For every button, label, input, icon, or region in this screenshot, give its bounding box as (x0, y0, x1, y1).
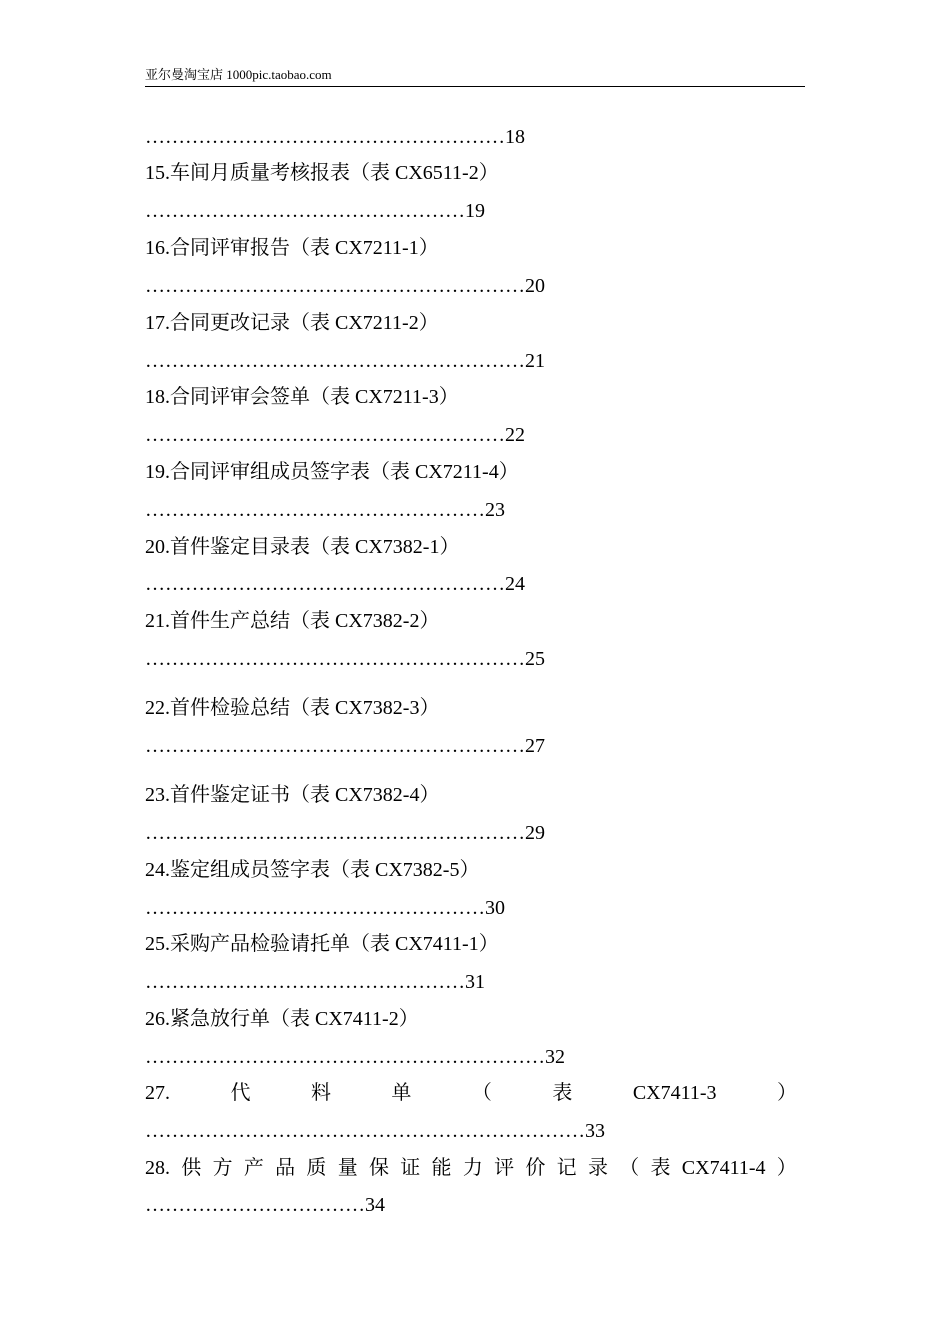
title-part: 品 (275, 1157, 296, 1179)
toc-entry-leader (145, 348, 545, 374)
toc-entry-leader (145, 1192, 385, 1218)
page-number: 21 (525, 350, 545, 372)
toc-entry-title: 21.首件生产总结（表 CX7382-2） (145, 610, 440, 632)
leader-dots: ………………………………………… (145, 200, 465, 222)
toc-entry-title: 19.合同评审组成员签字表（表 CX7211-4） (145, 461, 519, 483)
toc-entry-leader (145, 1118, 605, 1144)
title-part: 量 (337, 1157, 358, 1179)
leader-dots: ……………………………………………… (145, 126, 505, 148)
toc-entry-title: 23.首件鉴定证书（表 CX7382-4） (145, 784, 440, 806)
title-part: 供 (181, 1157, 202, 1179)
title-part: 单 (391, 1082, 412, 1104)
page-number: 32 (545, 1046, 565, 1068)
title-part: 质 (306, 1157, 327, 1179)
title-part: 保 (368, 1157, 389, 1179)
page-number: 22 (505, 424, 525, 446)
title-part: 录 (587, 1157, 608, 1179)
title-part: 记 (556, 1157, 577, 1179)
title-part: （ (471, 1082, 492, 1104)
title-part: 评 (494, 1157, 515, 1179)
title-part: CX7411-4 (681, 1157, 766, 1179)
title-part: 27. (145, 1082, 170, 1104)
toc-entry-leader (145, 124, 525, 150)
page-number: 33 (585, 1120, 605, 1142)
toc-entry-leader (145, 422, 525, 448)
title-part: （ (619, 1157, 640, 1179)
title-part: 能 (431, 1157, 452, 1179)
leader-dots: ………………………………………………… (145, 275, 525, 297)
toc-entry-leader (145, 497, 505, 523)
toc-entry-title: 22.首件检验总结（表 CX7382-3） (145, 697, 440, 719)
toc-entry-title (145, 1080, 797, 1106)
toc-entry-leader (145, 198, 485, 224)
title-part: 表 (552, 1082, 573, 1104)
leader-dots: ………………………………………………… (145, 350, 525, 372)
leader-dots: …………………………………………………… (145, 1046, 545, 1068)
page-number: 34 (365, 1194, 385, 1216)
title-part: 证 (400, 1157, 421, 1179)
title-part: 方 (212, 1157, 233, 1179)
toc-entry-leader (145, 820, 545, 846)
title-part: 代 (230, 1082, 251, 1104)
toc-entry-title: 25.采购产品检验请托单（表 CX7411-1） (145, 933, 499, 955)
page-number: 31 (465, 971, 485, 993)
page-number: 19 (465, 200, 485, 222)
title-part: CX7411-3 (632, 1082, 717, 1104)
page-header: 亚尔曼淘宝店 1000pic.taobao.com (145, 66, 805, 87)
title-part: 价 (525, 1157, 546, 1179)
page-number: 29 (525, 822, 545, 844)
leader-dots: …………………………………………… (145, 499, 485, 521)
leader-dots: ………………………………………………… (145, 648, 525, 670)
toc-entry-leader (145, 895, 505, 921)
title-part: ） (776, 1157, 797, 1179)
toc-entry-title: 24.鉴定组成员签字表（表 CX7382-5） (145, 859, 480, 881)
toc-entry-title: 18.合同评审会签单（表 CX7211-3） (145, 386, 459, 408)
toc-entry-title: 15.车间月质量考核报表（表 CX6511-2） (145, 162, 499, 184)
toc-entry-leader (145, 646, 545, 672)
toc-entry-title: 16.合同评审报告（表 CX7211-1） (145, 237, 439, 259)
leader-dots: ……………………………………………… (145, 424, 505, 446)
toc-entry-leader (145, 733, 545, 759)
leader-dots: ……………………………………………… (145, 573, 505, 595)
leader-dots: ………………………………………………………… (145, 1120, 585, 1142)
page-number: 18 (505, 126, 525, 148)
leader-dots: ………………………………………………… (145, 735, 525, 757)
page-number: 25 (525, 648, 545, 670)
leader-dots: ………………………………………… (145, 971, 465, 993)
toc-entry-leader (145, 969, 485, 995)
page-number: 23 (485, 499, 505, 521)
toc-entry-leader (145, 273, 545, 299)
leader-dots: …………………………… (145, 1194, 365, 1216)
toc-entry-title: 17.合同更改记录（表 CX7211-2） (145, 312, 439, 334)
title-part: 料 (310, 1082, 331, 1104)
page-number: 30 (485, 897, 505, 919)
title-part: 产 (243, 1157, 264, 1179)
leader-dots: ………………………………………………… (145, 822, 525, 844)
toc-entry-leader (145, 571, 525, 597)
page-number: 27 (525, 735, 545, 757)
title-part: 表 (650, 1157, 671, 1179)
page-number: 20 (525, 275, 545, 297)
leader-dots: …………………………………………… (145, 897, 485, 919)
page-number: 24 (505, 573, 525, 595)
title-part: 28. (145, 1157, 170, 1179)
toc-entry-title: 26.紧急放行单（表 CX7411-2） (145, 1008, 419, 1030)
toc-entry-leader (145, 1044, 565, 1070)
title-part: ） (776, 1082, 797, 1104)
title-part: 力 (462, 1157, 483, 1179)
toc-entry-title (145, 1155, 797, 1181)
toc-entry-title: 20.首件鉴定目录表（表 CX7382-1） (145, 536, 460, 558)
